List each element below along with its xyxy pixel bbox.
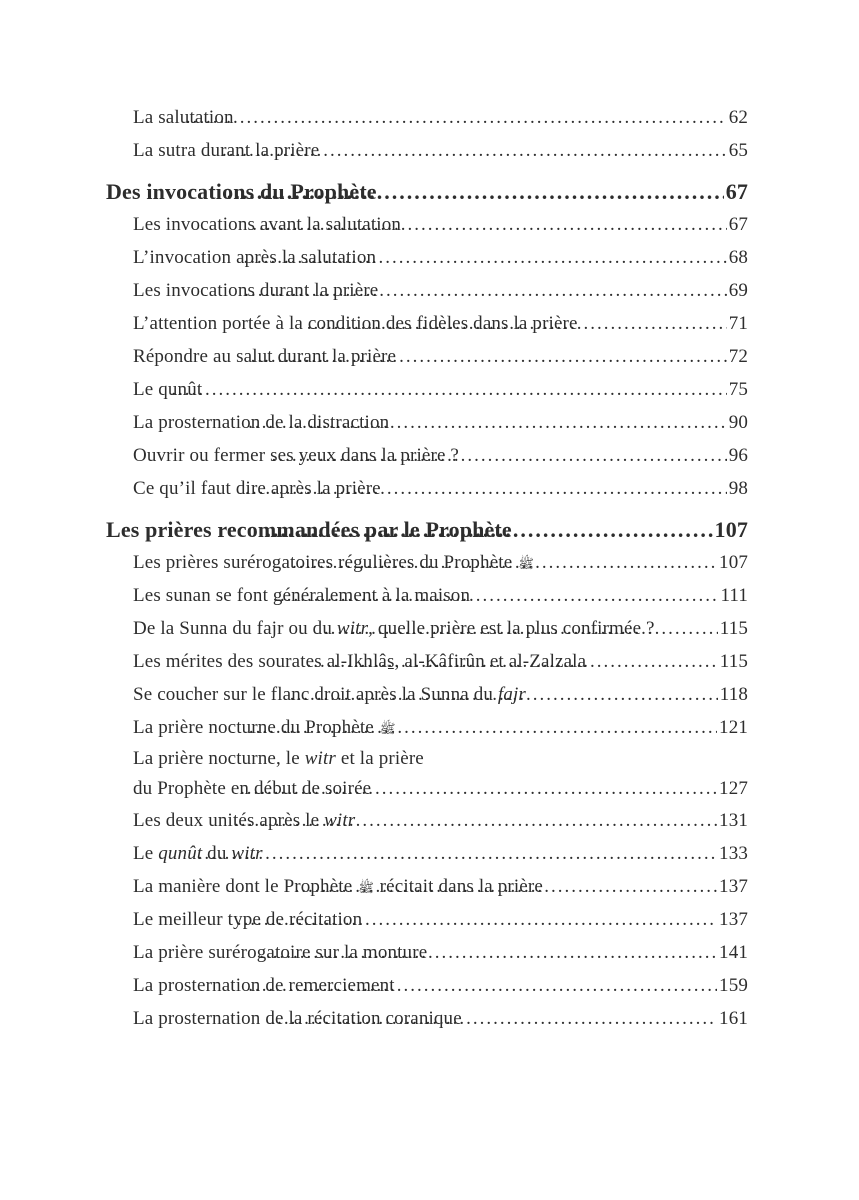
dot-leader <box>240 774 717 804</box>
dot-leader <box>245 472 727 505</box>
toc-entry-label: Les invocations durant la prière <box>133 280 379 301</box>
dot-leader <box>324 612 718 645</box>
toc-entry-label: du Prophète en début de soirée <box>133 778 372 799</box>
dot-leader <box>292 546 717 579</box>
toc-entry-label: Des invocations du Prophète <box>106 179 377 204</box>
dot-leader <box>171 373 727 406</box>
toc-entry-row <box>106 439 748 472</box>
toc-entry-label: Les prières surérogatoires régulières du Prophète ﷺ <box>133 552 534 573</box>
toc-entry-label: De la Sunna du fajr ou du witr, quelle prière est la plus confirmée ? <box>133 618 655 639</box>
toc-entry-label: La salutation <box>133 107 234 128</box>
toc-entry-label: La manière dont le Prophète ﷺ récitait dans la prière <box>133 876 543 897</box>
toc-entry-row <box>106 804 748 837</box>
toc-entry-label: La sutra durant la prière <box>133 140 320 161</box>
toc-entry-label: La prière surérogatoire sur la monture <box>133 942 428 963</box>
dot-leader <box>306 645 717 678</box>
toc-entry-label: Se coucher sur le flanc droit après la Sunna du fajr <box>133 684 526 705</box>
toc-chapter-row <box>106 175 748 208</box>
toc-entry-label: Répondre au salut durant la prière <box>133 346 397 367</box>
dot-leader <box>290 678 718 711</box>
toc-entry-label: L’attention portée à la condition des fidèles dans la prière <box>133 313 578 334</box>
toc-entry-row <box>106 134 748 167</box>
page-number: 68 <box>728 247 748 268</box>
page-number: 161 <box>719 1008 748 1029</box>
page-number: 96 <box>728 445 748 466</box>
toc-entry-label: La prière nocturne du Prophète ﷺ <box>133 717 396 738</box>
toc-entry-label: Les prières recommandées par le Prophète <box>106 517 512 542</box>
dot-leader <box>244 274 726 307</box>
page-number: 75 <box>728 379 748 400</box>
dot-leader <box>198 837 717 870</box>
page-number: 90 <box>728 412 748 433</box>
toc-entry-label: Les invocations avant la salutation <box>133 214 402 235</box>
page-number: 115 <box>719 618 748 639</box>
toc-entry-label: Le qunût du witr <box>133 843 263 864</box>
toc-chapter-row <box>106 513 748 546</box>
toc-entry-row <box>106 774 748 804</box>
dot-leader <box>265 513 712 546</box>
page-number: 111 <box>720 585 748 606</box>
toc <box>106 101 748 1035</box>
toc-entry-label: Les sunan se font généralement à la maison <box>133 585 471 606</box>
dot-leader <box>186 101 727 134</box>
page-number: 118 <box>719 684 748 705</box>
page-number: 67 <box>728 214 748 235</box>
dot-leader <box>273 579 718 612</box>
toc-entry-row <box>106 406 748 439</box>
saws-calligraphy-symbol: ﷺ <box>518 556 534 571</box>
toc-entry-row <box>106 241 748 274</box>
page-number: 141 <box>719 942 748 963</box>
page-number: 131 <box>719 810 748 831</box>
dot-leader <box>227 175 724 208</box>
saws-calligraphy-symbol: ﷺ <box>358 880 374 895</box>
dot-leader <box>307 307 727 340</box>
toc-entry-row <box>106 1002 748 1035</box>
toc-entry-row <box>106 579 748 612</box>
page-number: 133 <box>719 843 748 864</box>
page-number: 121 <box>719 717 748 738</box>
toc-entry-label: Les mérites des sourates al-Ikhlâs̱, al-Kâfirûn et al-Zalzala <box>133 651 587 672</box>
dot-leader <box>222 134 727 167</box>
dot-leader <box>251 340 727 373</box>
saws-calligraphy-symbol: ﷺ <box>379 721 396 736</box>
page-number: 65 <box>728 140 748 161</box>
toc-entry-row <box>106 870 748 903</box>
toc-entry-row <box>106 612 748 645</box>
toc-entry-label: La prosternation de remerciement <box>133 975 395 996</box>
dot-leader <box>270 1002 717 1035</box>
toc-entry-row <box>106 645 748 678</box>
toc-entry-row <box>106 936 748 969</box>
toc-entry-label: La prosternation de la récitation coranique <box>133 1008 462 1029</box>
toc-entry-label: Ouvrir ou fermer ses yeux dans la prière ? <box>133 445 460 466</box>
toc-entry-label: L’invocation après la salutation <box>133 247 377 268</box>
toc-entry-row <box>106 678 748 711</box>
toc-entry-label: Les deux unités après le witr <box>133 810 356 831</box>
toc-entry-row <box>106 340 748 373</box>
page-number: 67 <box>725 179 748 204</box>
page-number: 62 <box>728 107 748 128</box>
page-number: 107 <box>719 552 748 573</box>
page-number: 127 <box>719 778 748 799</box>
toc-entry-row <box>106 472 748 505</box>
page-number: 115 <box>719 651 748 672</box>
page-number: 71 <box>728 313 748 334</box>
dot-leader <box>243 241 726 274</box>
toc-entry-label: La prosternation de la distraction <box>133 412 390 433</box>
page-number: 137 <box>719 876 748 897</box>
dot-leader <box>248 406 727 439</box>
page-number: 137 <box>719 909 748 930</box>
toc-entry-row <box>106 546 748 579</box>
toc-entry-row <box>106 903 748 936</box>
toc-entry-label: Le meilleur type de récitation <box>133 909 363 930</box>
toc-entry-row <box>106 837 748 870</box>
toc-entry-row <box>106 373 748 406</box>
page-number: 159 <box>719 975 748 996</box>
toc-entry-row <box>106 307 748 340</box>
page-number: 98 <box>728 478 748 499</box>
page-number: 69 <box>728 280 748 301</box>
page-number: 72 <box>728 346 748 367</box>
dot-leader <box>249 711 717 744</box>
toc-entry-row <box>106 969 748 1002</box>
toc-entry-label: Le qunût <box>133 379 203 400</box>
dot-leader <box>294 870 717 903</box>
dot-leader <box>237 903 717 936</box>
toc-entry-row <box>106 101 748 134</box>
toc-entry-row <box>106 208 748 241</box>
dot-leader <box>272 439 727 472</box>
toc-entry-label: Ce qu’il faut dire après la prière <box>133 478 381 499</box>
toc-entry-row <box>106 744 748 774</box>
toc-entry-row <box>106 274 748 307</box>
dot-leader <box>252 208 726 241</box>
dot-leader <box>234 804 717 837</box>
page-number: 107 <box>714 517 748 542</box>
toc-entry-row <box>106 711 748 744</box>
dot-leader <box>259 936 717 969</box>
dot-leader <box>248 969 717 1002</box>
toc-entry-label: La prière nocturne, le witr et la prière <box>133 748 424 769</box>
